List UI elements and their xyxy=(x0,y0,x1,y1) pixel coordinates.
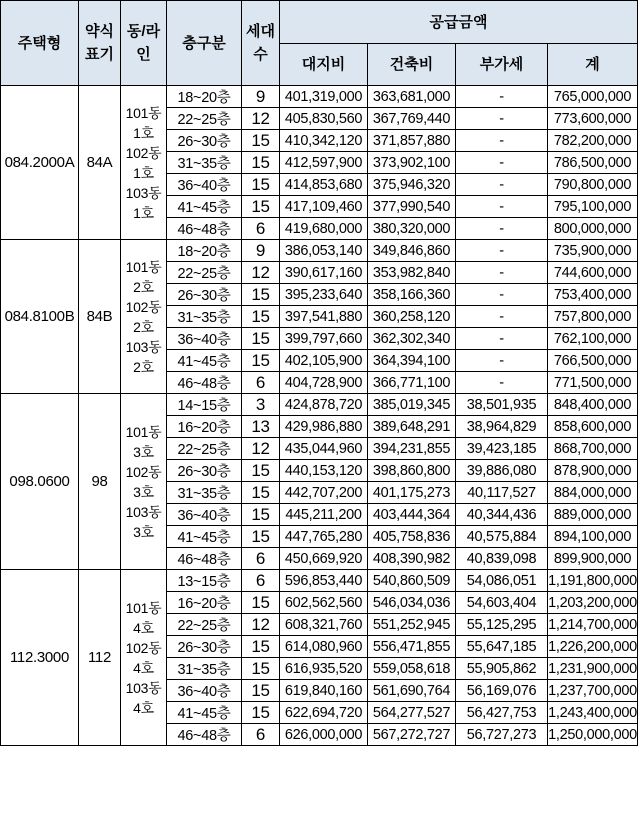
land-cost: 608,321,760 xyxy=(280,614,368,636)
land-cost: 399,797,660 xyxy=(280,328,368,350)
vat-amount: 40,575,884 xyxy=(456,526,548,548)
land-cost: 626,000,000 xyxy=(280,724,368,746)
vat-amount: 56,427,753 xyxy=(456,702,548,724)
building-cost: 377,990,540 xyxy=(368,196,456,218)
floor-range: 16~20층 xyxy=(167,592,242,614)
building-cost: 556,471,855 xyxy=(368,636,456,658)
vat-amount: - xyxy=(456,372,548,394)
total-price: 795,100,000 xyxy=(548,196,638,218)
header-abbr: 약식표기 xyxy=(79,1,121,86)
building-cost: 540,860,509 xyxy=(368,570,456,592)
land-cost: 419,680,000 xyxy=(280,218,368,240)
unit-count: 12 xyxy=(242,108,280,130)
land-cost: 412,597,900 xyxy=(280,152,368,174)
total-price: 762,100,000 xyxy=(548,328,638,350)
unit-count: 15 xyxy=(242,350,280,372)
floor-range: 36~40층 xyxy=(167,680,242,702)
vat-amount: 40,344,436 xyxy=(456,504,548,526)
floor-range: 18~20층 xyxy=(167,86,242,108)
vat-amount: 55,905,862 xyxy=(456,658,548,680)
floor-range: 26~30층 xyxy=(167,636,242,658)
table-row xyxy=(1,86,638,108)
building-cost: 408,390,982 xyxy=(368,548,456,570)
land-cost: 616,935,520 xyxy=(280,658,368,680)
table-row xyxy=(1,240,638,262)
total-price: 773,600,000 xyxy=(548,108,638,130)
unit-type: 112.3000 xyxy=(1,570,79,746)
type-abbreviation: 84A xyxy=(79,86,121,240)
total-price: 757,800,000 xyxy=(548,306,638,328)
floor-range: 14~15층 xyxy=(167,394,242,416)
unit-count: 13 xyxy=(242,416,280,438)
total-price: 782,200,000 xyxy=(548,130,638,152)
total-price: 786,500,000 xyxy=(548,152,638,174)
header-supply: 공급금액 xyxy=(280,1,638,44)
vat-amount: 39,423,185 xyxy=(456,438,548,460)
total-price: 1,226,200,000 xyxy=(548,636,638,658)
vat-amount: 40,839,098 xyxy=(456,548,548,570)
land-cost: 622,694,720 xyxy=(280,702,368,724)
land-cost: 442,707,200 xyxy=(280,482,368,504)
floor-range: 41~45층 xyxy=(167,350,242,372)
total-price: 868,700,000 xyxy=(548,438,638,460)
unit-count: 15 xyxy=(242,482,280,504)
building-cost: 564,277,527 xyxy=(368,702,456,724)
building-cost: 559,058,618 xyxy=(368,658,456,680)
vat-amount: 54,086,051 xyxy=(456,570,548,592)
total-price: 878,900,000 xyxy=(548,460,638,482)
vat-amount: - xyxy=(456,328,548,350)
vat-amount: - xyxy=(456,130,548,152)
land-cost: 405,830,560 xyxy=(280,108,368,130)
building-cost: 373,902,100 xyxy=(368,152,456,174)
total-price: 1,250,000,000 xyxy=(548,724,638,746)
floor-range: 22~25층 xyxy=(167,108,242,130)
unit-type: 084.8100B xyxy=(1,240,79,394)
header-type: 주택형 xyxy=(1,1,79,86)
land-cost: 602,562,560 xyxy=(280,592,368,614)
building-cost: 403,444,364 xyxy=(368,504,456,526)
type-abbreviation: 112 xyxy=(79,570,121,746)
total-price: 790,800,000 xyxy=(548,174,638,196)
header-total: 계 xyxy=(548,44,638,86)
unit-count: 6 xyxy=(242,548,280,570)
unit-count: 12 xyxy=(242,614,280,636)
unit-count: 15 xyxy=(242,152,280,174)
floor-range: 31~35층 xyxy=(167,152,242,174)
floor-range: 13~15층 xyxy=(167,570,242,592)
vat-amount: 38,501,935 xyxy=(456,394,548,416)
vat-amount: - xyxy=(456,86,548,108)
building-cost: 561,690,764 xyxy=(368,680,456,702)
unit-count: 15 xyxy=(242,196,280,218)
unit-count: 15 xyxy=(242,460,280,482)
vat-amount: - xyxy=(456,152,548,174)
building-cost: 363,681,000 xyxy=(368,86,456,108)
land-cost: 424,878,720 xyxy=(280,394,368,416)
floor-range: 22~25층 xyxy=(167,262,242,284)
unit-count: 15 xyxy=(242,504,280,526)
total-price: 1,243,400,000 xyxy=(548,702,638,724)
floor-range: 18~20층 xyxy=(167,240,242,262)
total-price: 1,231,900,000 xyxy=(548,658,638,680)
vat-amount: 55,647,185 xyxy=(456,636,548,658)
unit-count: 12 xyxy=(242,262,280,284)
vat-amount: - xyxy=(456,174,548,196)
building-cost: 366,771,100 xyxy=(368,372,456,394)
vat-amount: 56,727,273 xyxy=(456,724,548,746)
total-price: 1,191,800,000 xyxy=(548,570,638,592)
land-cost: 596,853,440 xyxy=(280,570,368,592)
vat-amount: - xyxy=(456,108,548,130)
building-cost: 385,019,345 xyxy=(368,394,456,416)
land-cost: 614,080,960 xyxy=(280,636,368,658)
land-cost: 404,728,900 xyxy=(280,372,368,394)
land-cost: 429,986,880 xyxy=(280,416,368,438)
floor-range: 36~40층 xyxy=(167,174,242,196)
building-cost: 389,648,291 xyxy=(368,416,456,438)
vat-amount: 55,125,295 xyxy=(456,614,548,636)
floor-range: 22~25층 xyxy=(167,614,242,636)
unit-count: 15 xyxy=(242,130,280,152)
building-line: 101동 3호 102동 3호 103동 3호 xyxy=(121,394,167,570)
floor-range: 26~30층 xyxy=(167,460,242,482)
header-units: 세대수 xyxy=(242,1,280,86)
unit-count: 6 xyxy=(242,724,280,746)
total-price: 848,400,000 xyxy=(548,394,638,416)
unit-count: 9 xyxy=(242,240,280,262)
floor-range: 26~30층 xyxy=(167,130,242,152)
unit-count: 15 xyxy=(242,680,280,702)
land-cost: 445,211,200 xyxy=(280,504,368,526)
floor-range: 46~48층 xyxy=(167,372,242,394)
unit-count: 15 xyxy=(242,702,280,724)
unit-count: 15 xyxy=(242,658,280,680)
total-price: 1,203,200,000 xyxy=(548,592,638,614)
building-cost: 349,846,860 xyxy=(368,240,456,262)
vat-amount: 54,603,404 xyxy=(456,592,548,614)
building-cost: 394,231,855 xyxy=(368,438,456,460)
total-price: 1,214,700,000 xyxy=(548,614,638,636)
unit-count: 9 xyxy=(242,86,280,108)
vat-amount: - xyxy=(456,306,548,328)
total-price: 884,000,000 xyxy=(548,482,638,504)
unit-count: 6 xyxy=(242,218,280,240)
unit-count: 15 xyxy=(242,526,280,548)
building-cost: 405,758,836 xyxy=(368,526,456,548)
floor-range: 46~48층 xyxy=(167,548,242,570)
land-cost: 447,765,280 xyxy=(280,526,368,548)
unit-count: 15 xyxy=(242,592,280,614)
floor-range: 41~45층 xyxy=(167,702,242,724)
vat-amount: 38,964,829 xyxy=(456,416,548,438)
building-cost: 362,302,340 xyxy=(368,328,456,350)
unit-count: 15 xyxy=(242,328,280,350)
building-cost: 398,860,800 xyxy=(368,460,456,482)
floor-range: 31~35층 xyxy=(167,658,242,680)
total-price: 771,500,000 xyxy=(548,372,638,394)
building-cost: 401,175,273 xyxy=(368,482,456,504)
total-price: 858,600,000 xyxy=(548,416,638,438)
building-cost: 371,857,880 xyxy=(368,130,456,152)
land-cost: 395,233,640 xyxy=(280,284,368,306)
vat-amount: - xyxy=(456,240,548,262)
land-cost: 410,342,120 xyxy=(280,130,368,152)
floor-range: 41~45층 xyxy=(167,526,242,548)
building-line: 101동 4호 102동 4호 103동 4호 xyxy=(121,570,167,746)
total-price: 894,100,000 xyxy=(548,526,638,548)
floor-range: 41~45층 xyxy=(167,196,242,218)
table-header xyxy=(1,1,638,86)
vat-amount: - xyxy=(456,350,548,372)
unit-count: 6 xyxy=(242,570,280,592)
vat-amount: - xyxy=(456,284,548,306)
unit-count: 15 xyxy=(242,306,280,328)
vat-amount: - xyxy=(456,218,548,240)
floor-range: 46~48층 xyxy=(167,218,242,240)
unit-count: 15 xyxy=(242,174,280,196)
building-cost: 546,034,036 xyxy=(368,592,456,614)
building-cost: 551,252,945 xyxy=(368,614,456,636)
building-line: 101동 1호 102동 1호 103동 1호 xyxy=(121,86,167,240)
vat-amount: 40,117,527 xyxy=(456,482,548,504)
type-abbreviation: 98 xyxy=(79,394,121,570)
unit-count: 3 xyxy=(242,394,280,416)
building-cost: 375,946,320 xyxy=(368,174,456,196)
land-cost: 435,044,960 xyxy=(280,438,368,460)
land-cost: 619,840,160 xyxy=(280,680,368,702)
building-cost: 364,394,100 xyxy=(368,350,456,372)
floor-range: 36~40층 xyxy=(167,504,242,526)
header-land: 대지비 xyxy=(280,44,368,86)
table-row xyxy=(1,394,638,416)
unit-count: 15 xyxy=(242,284,280,306)
total-price: 766,500,000 xyxy=(548,350,638,372)
unit-type: 084.2000A xyxy=(1,86,79,240)
total-price: 765,000,000 xyxy=(548,86,638,108)
land-cost: 417,109,460 xyxy=(280,196,368,218)
building-cost: 353,982,840 xyxy=(368,262,456,284)
vat-amount: - xyxy=(456,196,548,218)
total-price: 1,237,700,000 xyxy=(548,680,638,702)
land-cost: 450,669,920 xyxy=(280,548,368,570)
total-price: 889,000,000 xyxy=(548,504,638,526)
unit-count: 12 xyxy=(242,438,280,460)
table-row xyxy=(1,570,638,592)
header-dong: 동/라인 xyxy=(121,1,167,86)
floor-range: 16~20층 xyxy=(167,416,242,438)
floor-range: 31~35층 xyxy=(167,306,242,328)
floor-range: 36~40층 xyxy=(167,328,242,350)
building-cost: 358,166,360 xyxy=(368,284,456,306)
header-floors: 층구분 xyxy=(167,1,242,86)
vat-amount: - xyxy=(456,262,548,284)
land-cost: 440,153,120 xyxy=(280,460,368,482)
vat-amount: 56,169,076 xyxy=(456,680,548,702)
total-price: 735,900,000 xyxy=(548,240,638,262)
floor-range: 22~25층 xyxy=(167,438,242,460)
land-cost: 401,319,000 xyxy=(280,86,368,108)
building-cost: 380,320,000 xyxy=(368,218,456,240)
table-body xyxy=(1,86,638,746)
type-abbreviation: 84B xyxy=(79,240,121,394)
floor-range: 31~35층 xyxy=(167,482,242,504)
building-cost: 367,769,440 xyxy=(368,108,456,130)
total-price: 899,900,000 xyxy=(548,548,638,570)
unit-count: 6 xyxy=(242,372,280,394)
building-line: 101동 2호 102동 2호 103동 2호 xyxy=(121,240,167,394)
land-cost: 386,053,140 xyxy=(280,240,368,262)
building-cost: 567,272,727 xyxy=(368,724,456,746)
header-vat: 부가세 xyxy=(456,44,548,86)
building-cost: 360,258,120 xyxy=(368,306,456,328)
land-cost: 414,853,680 xyxy=(280,174,368,196)
total-price: 800,000,000 xyxy=(548,218,638,240)
total-price: 744,600,000 xyxy=(548,262,638,284)
land-cost: 397,541,880 xyxy=(280,306,368,328)
total-price: 753,400,000 xyxy=(548,284,638,306)
unit-count: 15 xyxy=(242,636,280,658)
unit-type: 098.0600 xyxy=(1,394,79,570)
header-building: 건축비 xyxy=(368,44,456,86)
land-cost: 402,105,900 xyxy=(280,350,368,372)
vat-amount: 39,886,080 xyxy=(456,460,548,482)
floor-range: 46~48층 xyxy=(167,724,242,746)
land-cost: 390,617,160 xyxy=(280,262,368,284)
floor-range: 26~30층 xyxy=(167,284,242,306)
